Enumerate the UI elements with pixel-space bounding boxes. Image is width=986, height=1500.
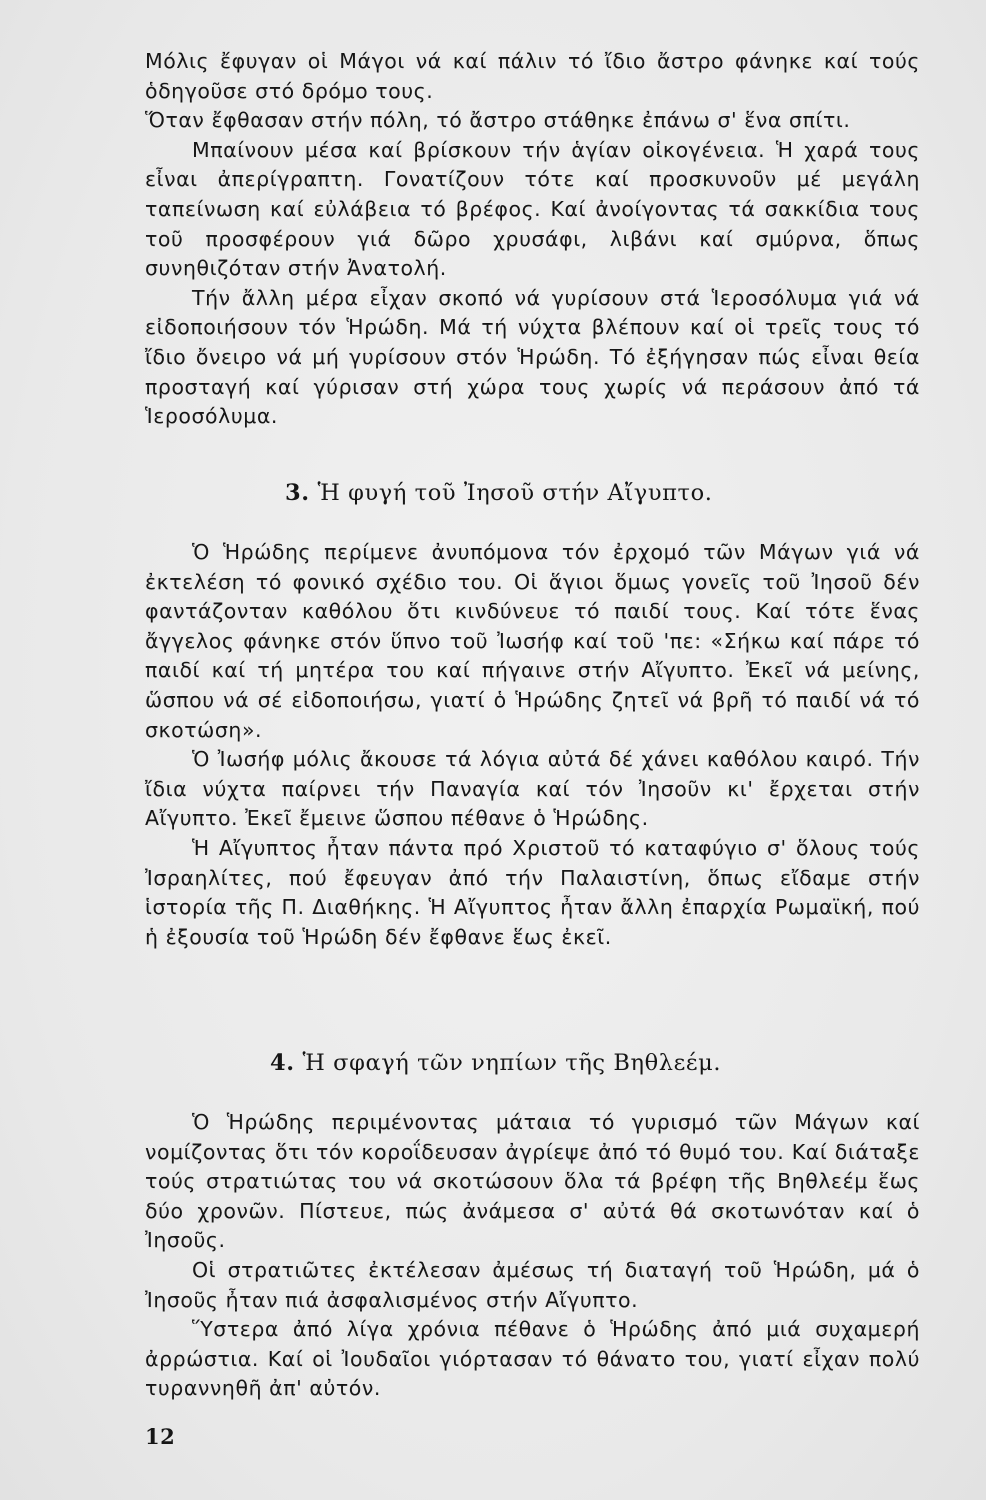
paragraph: Μπαίνουν μέσα καί βρίσκουν τήν ἁγίαν οἰκογένεια. Ἡ χαρά τους εἶναι ἀπερίγραπτη. Γονατίζουν τότε καί προσκυνοῦν μέ μεγάλη ταπείνωση καί εὐλάβεια τό βρέφος. Καί ἀνοίγοντας τά σακκίδια τους τοῦ προσφέρουν γιά δῶρο χρυσάφι, λιβάνι καί σμύρνα, ὅπως συνηθιζόταν στήν Ἀνατολή. — [145, 137, 920, 281]
section-title: Ἡ φυγή τοῦ Ἰησοῦ στήν Αἴγυπτο. — [317, 480, 713, 506]
paragraph: Ὁ Ἡρώδης περιμένοντας μάταια τό γυρισμό τῶν Μάγων καί νομίζοντας ὅτι τόν κοροΐδευσαν ἀγρίεψε ἀπό τό θυμό του. Καί διάταξε τούς στρατιώτας του νά σκοτώσουν ὅλα τά βρέφη τῆς Βηθλεέμ ἕως δύο χρονῶν. Πίστευε, πώς ἀνάμεσα σ' αὐτά θά σκοτωνόταν καί ὁ Ἰησοῦς. — [145, 1110, 920, 1253]
section-heading — [270, 1050, 721, 1076]
paragraph: Οἱ στρατιῶτες ἐκτέλεσαν ἀμέσως τή διαταγή τοῦ Ἡρώδη, μά ὁ Ἰησοῦς ἦταν πιά ἀσφαλισμένος στήν Αἴγυπτο. — [145, 1257, 920, 1312]
intro-text — [145, 47, 920, 432]
section-heading — [285, 480, 712, 506]
paragraph: Ἡ Αἴγυπτος ἦταν πάντα πρό Χριστοῦ τό καταφύγιο σ' ὅλους τούς Ἰσραηλίτες, πού ἔφευγαν ἀπό τήν Παλαιστίνη, ὅπως εἴδαμε στήν ἱστορία τῆς Π. Διαθήκης. Ἡ Αἴγυπτος ἦταν ἄλλη ἐπαρχία Ρωμαϊκή, πού ἡ ἐξουσία τοῦ Ἡρώδη δέν ἔφθανε ἕως ἐκεῖ. — [145, 835, 920, 949]
section-4-text — [145, 1108, 920, 1404]
page-number: 12 — [145, 1424, 176, 1449]
paragraph: Ὕστερα ἀπό λίγα χρόνια πέθανε ὁ Ἡρώδης ἀπό μιά συχαμερή ἀρρώστια. Καί οἱ Ἰουδαῖοι γιόρτασαν τό θάνατο του, γιατί εἶχαν πολύ τυραννηθῆ ἀπ' αὐτόν. — [145, 1317, 920, 1401]
paragraph: Ὁ Ἰωσήφ μόλις ἄκουσε τά λόγια αὐτά δέ χάνει καθόλου καιρό. Τήν ἴδια νύχτα παίρνει τήν Παναγία καί τόν Ἰησοῦν κι' ἔρχεται στήν Αἴγυπτο. Ἐκεῖ ἔμεινε ὥσπου πέθανε ὁ Ἡρώδης. — [145, 747, 920, 831]
section-title: Ἡ σφαγή τῶν νηπίων τῆς Βηθλεέμ. — [302, 1050, 722, 1076]
paragraph: Μόλις ἔφυγαν οἱ Μάγοι νά καί πάλιν τό ἴδιο ἄστρο φάνηκε καί τούς ὁδηγοῦσε στό δρόμο τους. — [145, 49, 920, 103]
section-number: 4. — [270, 1050, 295, 1076]
section-number: 3. — [285, 480, 310, 506]
paragraph: Ὁ Ἡρώδης περίμενε ἀνυπόμονα τόν ἐρχομό τῶν Μάγων γιά νά ἐκτελέση τό φονικό σχέδιο του. Οἱ ἅγιοι ὅμως γονεῖς τοῦ Ἰησοῦ δέν φαντάζονταν καθόλου ὅτι κινδύνευε τό παιδί τους. Καί τότε ἕνας ἄγγελος φάνηκε στόν ὕπνο τοῦ Ἰωσήφ καί τοῦ 'πε: «Σήκω καί πάρε τό παιδί καί τή μητέρα του καί πήγαινε στήν Αἴγυπτο. Ἐκεῖ νά μείνης, ὥσπου νά σέ εἰδοποιήσω, γιατί ὁ Ἡρώδης ζητεῖ νά βρῆ τό παιδί νά τό σκοτώση». — [145, 540, 920, 742]
section-3-text — [145, 538, 920, 952]
paragraph: Τήν ἄλλη μέρα εἶχαν σκοπό νά γυρίσουν στά Ἱεροσόλυμα γιά νά εἰδοποιήσουν τόν Ἡρώδη. Μά τή νύχτα βλέπουν καί οἱ τρεῖς τους τό ἴδιο ὄνειρο νά μή γυρίσουν στόν Ἡρώδη. Τό ἐξήγησαν πώς εἶναι θεία προσταγή καί γύρισαν στή χώρα τους χωρίς νά περάσουν ἀπό τά Ἱεροσόλυμα. — [145, 285, 920, 429]
paragraph: Ὅταν ἔφθασαν στήν πόλη, τό ἄστρο στάθηκε ἐπάνω σ' ἕνα σπίτι. — [145, 108, 851, 133]
